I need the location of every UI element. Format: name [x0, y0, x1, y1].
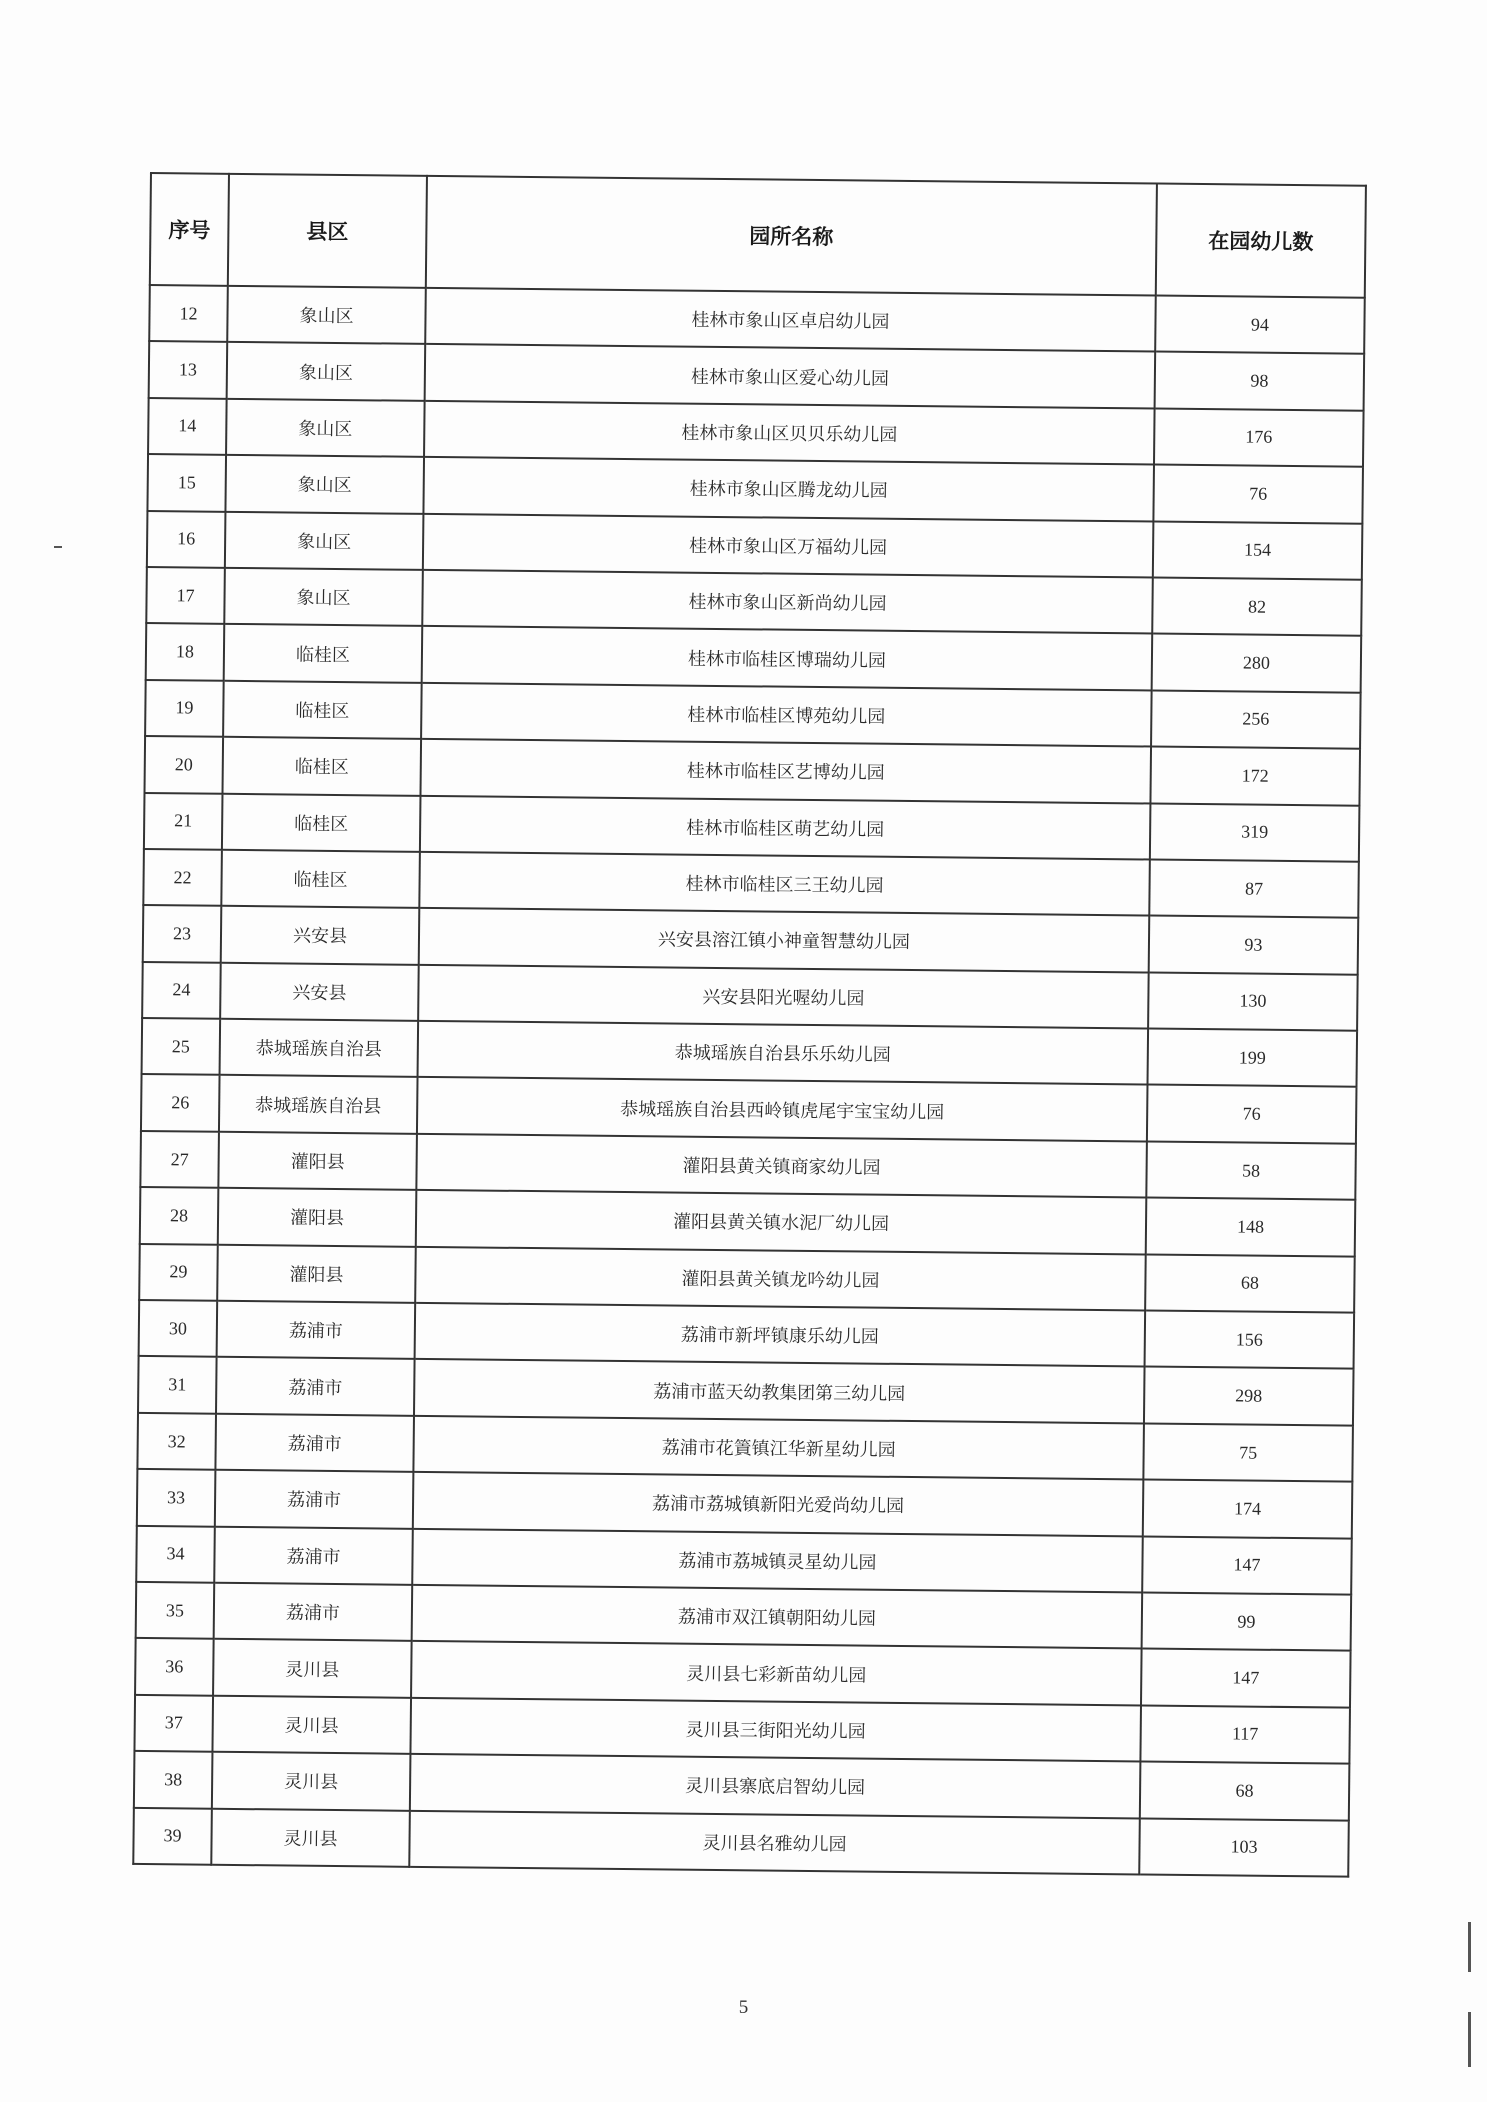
- row-enrollment-count: 82: [1152, 577, 1362, 636]
- row-district: 灌阳县: [217, 1244, 416, 1302]
- row-kindergarten-name: 荔浦市荔城镇灵星幼儿园: [412, 1528, 1143, 1592]
- table-row: [133, 1807, 1349, 1876]
- row-district: 兴安县: [221, 906, 420, 964]
- row-enrollment-count: 319: [1150, 803, 1360, 862]
- row-district: 象山区: [227, 286, 426, 344]
- row-district: 兴安县: [220, 962, 419, 1020]
- row-kindergarten-name: 桂林市临桂区博瑞幼儿园: [422, 626, 1153, 690]
- row-number: 32: [137, 1413, 216, 1470]
- row-enrollment-count: 130: [1148, 972, 1358, 1031]
- scan-artifact-right-bottom: [1468, 2012, 1471, 2067]
- row-number: 28: [140, 1187, 219, 1244]
- row-district: 灵川县: [211, 1808, 410, 1866]
- row-kindergarten-name: 兴安县阳光喔幼儿园: [418, 965, 1149, 1029]
- row-number: 21: [144, 792, 223, 849]
- row-number: 33: [137, 1469, 216, 1526]
- row-district: 象山区: [225, 455, 424, 513]
- row-enrollment-count: 58: [1146, 1141, 1356, 1200]
- row-number: 34: [136, 1526, 215, 1583]
- row-number: 20: [145, 736, 224, 793]
- row-district: 恭城瑶族自治县: [220, 1019, 419, 1077]
- row-kindergarten-name: 桂林市象山区新尚幼儿园: [422, 570, 1153, 634]
- row-district: 荔浦市: [216, 1357, 415, 1415]
- row-district: 灵川县: [213, 1639, 412, 1697]
- row-district: 灌阳县: [218, 1188, 417, 1246]
- row-kindergarten-name: 灵川县名雅幼儿园: [409, 1810, 1140, 1874]
- row-number: 24: [142, 962, 221, 1019]
- row-enrollment-count: 147: [1142, 1536, 1352, 1595]
- header-row: [150, 173, 1366, 298]
- row-number: 15: [147, 454, 226, 511]
- row-number: 35: [136, 1582, 215, 1639]
- header-name: 园所名称: [426, 176, 1157, 296]
- row-enrollment-count: 103: [1139, 1818, 1349, 1877]
- row-kindergarten-name: 恭城瑶族自治县西岭镇虎尾宇宝宝幼儿园: [417, 1077, 1148, 1141]
- row-number: 39: [133, 1807, 212, 1864]
- row-kindergarten-name: 荔浦市荔城镇新阳光爱尚幼儿园: [413, 1472, 1144, 1536]
- row-kindergarten-name: 灵川县七彩新苗幼儿园: [411, 1641, 1142, 1705]
- row-kindergarten-name: 桂林市象山区爱心幼儿园: [425, 344, 1156, 408]
- row-enrollment-count: 87: [1149, 859, 1359, 918]
- row-kindergarten-name: 灵川县寨底启智幼儿园: [410, 1754, 1141, 1818]
- row-district: 象山区: [226, 399, 425, 457]
- row-number: 37: [134, 1695, 213, 1752]
- row-kindergarten-name: 兴安县溶江镇小神童智慧幼儿园: [419, 908, 1150, 972]
- row-kindergarten-name: 桂林市临桂区艺博幼儿园: [420, 739, 1151, 803]
- row-kindergarten-name: 桂林市象山区腾龙幼儿园: [423, 457, 1154, 521]
- row-number: 38: [134, 1751, 213, 1808]
- row-number: 27: [140, 1131, 219, 1188]
- row-number: 19: [145, 680, 224, 737]
- header-district: 县区: [228, 174, 427, 288]
- row-district: 荔浦市: [215, 1470, 414, 1528]
- row-kindergarten-name: 桂林市临桂区萌艺幼儿园: [420, 795, 1151, 859]
- row-enrollment-count: 76: [1147, 1085, 1357, 1144]
- scan-artifact-right-top: [1468, 1922, 1471, 1972]
- kindergarten-table: [132, 172, 1367, 1878]
- row-enrollment-count: 93: [1149, 916, 1359, 975]
- row-enrollment-count: 94: [1155, 296, 1365, 355]
- row-district: 临桂区: [221, 850, 420, 908]
- row-number: 29: [139, 1244, 218, 1301]
- row-number: 13: [149, 341, 228, 398]
- row-number: 31: [138, 1356, 217, 1413]
- row-enrollment-count: 172: [1150, 747, 1360, 806]
- header-count: 在园幼儿数: [1156, 184, 1366, 298]
- row-enrollment-count: 98: [1155, 352, 1365, 411]
- row-kindergarten-name: 桂林市象山区万福幼儿园: [423, 513, 1154, 577]
- row-enrollment-count: 75: [1143, 1423, 1353, 1482]
- row-enrollment-count: 68: [1145, 1254, 1355, 1313]
- row-district: 临桂区: [222, 737, 421, 795]
- row-enrollment-count: 298: [1144, 1367, 1354, 1426]
- row-district: 荔浦市: [214, 1526, 413, 1584]
- row-enrollment-count: 99: [1142, 1592, 1352, 1651]
- row-district: 荔浦市: [217, 1301, 416, 1359]
- row-number: 36: [135, 1638, 214, 1695]
- row-enrollment-count: 76: [1153, 465, 1363, 524]
- row-district: 灵川县: [212, 1752, 411, 1810]
- row-district: 临桂区: [223, 681, 422, 739]
- row-kindergarten-name: 灌阳县黄关镇水泥厂幼儿园: [416, 1190, 1147, 1254]
- row-number: 14: [148, 398, 227, 455]
- row-number: 26: [141, 1074, 220, 1131]
- row-number: 18: [146, 623, 225, 680]
- row-enrollment-count: 199: [1147, 1029, 1357, 1088]
- row-enrollment-count: 147: [1141, 1649, 1351, 1708]
- row-number: 17: [146, 567, 225, 624]
- row-district: 象山区: [225, 511, 424, 569]
- row-kindergarten-name: 桂林市象山区贝贝乐幼儿园: [424, 401, 1155, 465]
- row-enrollment-count: 256: [1151, 690, 1361, 749]
- row-kindergarten-name: 荔浦市蓝天幼教集团第三幼儿园: [414, 1359, 1145, 1423]
- row-district: 象山区: [227, 342, 426, 400]
- row-number: 25: [142, 1018, 221, 1075]
- row-kindergarten-name: 灵川县三街阳光幼儿园: [410, 1698, 1141, 1762]
- page-number: 5: [738, 1997, 749, 2018]
- row-number: 16: [147, 511, 226, 568]
- row-number: 30: [139, 1300, 218, 1357]
- row-kindergarten-name: 桂林市临桂区三王幼儿园: [419, 852, 1150, 916]
- row-enrollment-count: 154: [1153, 521, 1363, 580]
- row-kindergarten-name: 恭城瑶族自治县乐乐幼儿园: [418, 1021, 1149, 1085]
- row-kindergarten-name: 灌阳县黄关镇商家幼儿园: [416, 1134, 1147, 1198]
- row-kindergarten-name: 荔浦市双江镇朝阳幼儿园: [412, 1585, 1143, 1649]
- row-district: 灌阳县: [218, 1132, 417, 1190]
- table-header: [150, 173, 1366, 298]
- row-kindergarten-name: 桂林市临桂区博苑幼儿园: [421, 683, 1152, 747]
- row-enrollment-count: 156: [1145, 1311, 1355, 1370]
- row-enrollment-count: 68: [1140, 1762, 1350, 1821]
- row-district: 象山区: [224, 568, 423, 626]
- row-number: 12: [149, 285, 228, 342]
- row-kindergarten-name: 荔浦市花篢镇江华新星幼儿园: [413, 1416, 1144, 1480]
- row-district: 荔浦市: [214, 1583, 413, 1641]
- row-number: 22: [143, 849, 222, 906]
- row-district: 临桂区: [224, 624, 423, 682]
- row-enrollment-count: 117: [1140, 1705, 1350, 1764]
- row-enrollment-count: 280: [1152, 634, 1362, 693]
- row-kindergarten-name: 荔浦市新坪镇康乐幼儿园: [415, 1303, 1146, 1367]
- row-district: 恭城瑶族自治县: [219, 1075, 418, 1133]
- row-enrollment-count: 148: [1146, 1198, 1356, 1257]
- scan-artifact-left: [54, 546, 62, 548]
- table-body: [133, 285, 1364, 1877]
- row-enrollment-count: 176: [1154, 408, 1364, 467]
- row-kindergarten-name: 桂林市象山区卓启幼儿园: [425, 288, 1156, 352]
- row-kindergarten-name: 灌阳县黄关镇龙吟幼儿园: [415, 1246, 1146, 1310]
- row-district: 临桂区: [222, 793, 421, 851]
- row-district: 灵川县: [212, 1696, 411, 1754]
- row-number: 23: [143, 905, 222, 962]
- row-district: 荔浦市: [215, 1414, 414, 1472]
- row-enrollment-count: 174: [1143, 1480, 1353, 1539]
- header-no: 序号: [150, 173, 229, 286]
